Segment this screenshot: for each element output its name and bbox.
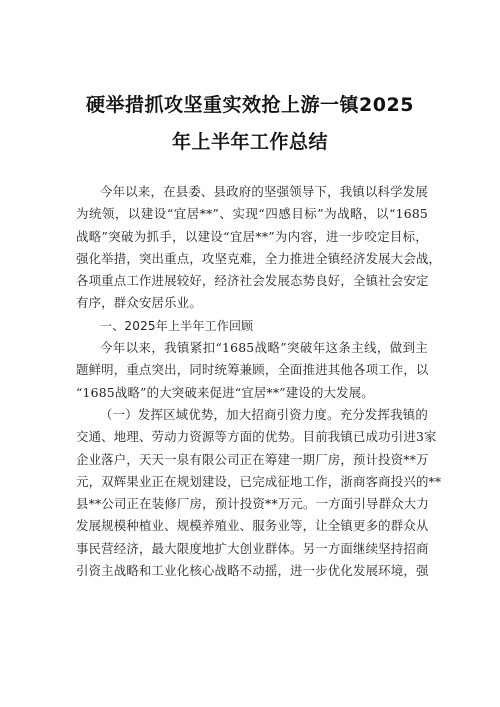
text-line: 企业落户，天天一泉有限公司正在筹建一期厂房，预计投资**万 (76, 451, 429, 467)
text-line: 各项重点工作进展较好，经济社会发展态势良好，全镇社会安定 (76, 273, 429, 289)
text-line: （一）发挥区域优势，加大招商引资力度。充分发挥我镇的 (100, 406, 428, 422)
text-line: 县**公司正在装修厂房，预计投资**万元。一方面引导群众大力 (76, 496, 429, 512)
text-line: 强化举措，突出重点，攻坚克难，全力推进全镇经济发展大会战， (76, 250, 442, 266)
text-line: 有序，群众安居乐业。 (76, 295, 202, 311)
paragraph-investment (76, 404, 442, 582)
text-line: 元，双辉果业正在规划建设，已完成征地工作，浙商客商投兴的** (76, 473, 442, 489)
text-line: 今年以来，在县委、县政府的坚强领导下，我镇以科学发展 (100, 184, 428, 199)
text-line: 事民营经济，最大限度地扩大创业群体。另一方面继续坚持招商 (76, 540, 429, 556)
text-line: 为统领，以建设“宜居**”、实现“四感目标”为战略，以“1685 (76, 206, 428, 222)
text-line: 引资主战略和工业化核心战略不动摇，进一步优化发展环境，强 (76, 563, 429, 579)
text-line: 发展规模种植业、规模养殖业、服务业等，让全镇更多的群众从 (76, 518, 429, 534)
text-line: “1685战略”的大突破来促进“宜居**”建设的大发展。 (76, 384, 374, 400)
text-line: 题鲜明，重点突出，同时统筹兼顾，全面推进其他各项工作，以 (76, 362, 429, 378)
section-heading: 一、2025年上半年工作回顾 (100, 318, 254, 333)
text-line: 交通、地理、劳动力资源等方面的优势。目前我镇已成功引进3家 (76, 429, 437, 445)
document-title-line-1: 硬举措抓攻坚重实效抢上游一镇2025 (86, 94, 414, 116)
document-body (76, 181, 442, 582)
paragraph-intro (76, 181, 442, 315)
text-line: 战略”突破为抓手，以建设“宜居**”为内容，进一步咬定目标， (76, 228, 428, 244)
document-title-line-2: 年上半年工作总结 (171, 131, 328, 153)
paragraph-review (76, 337, 428, 404)
text-line: 今年以来，我镇紧扣“1685战略”突破年这条主线，做到主 (100, 340, 428, 356)
